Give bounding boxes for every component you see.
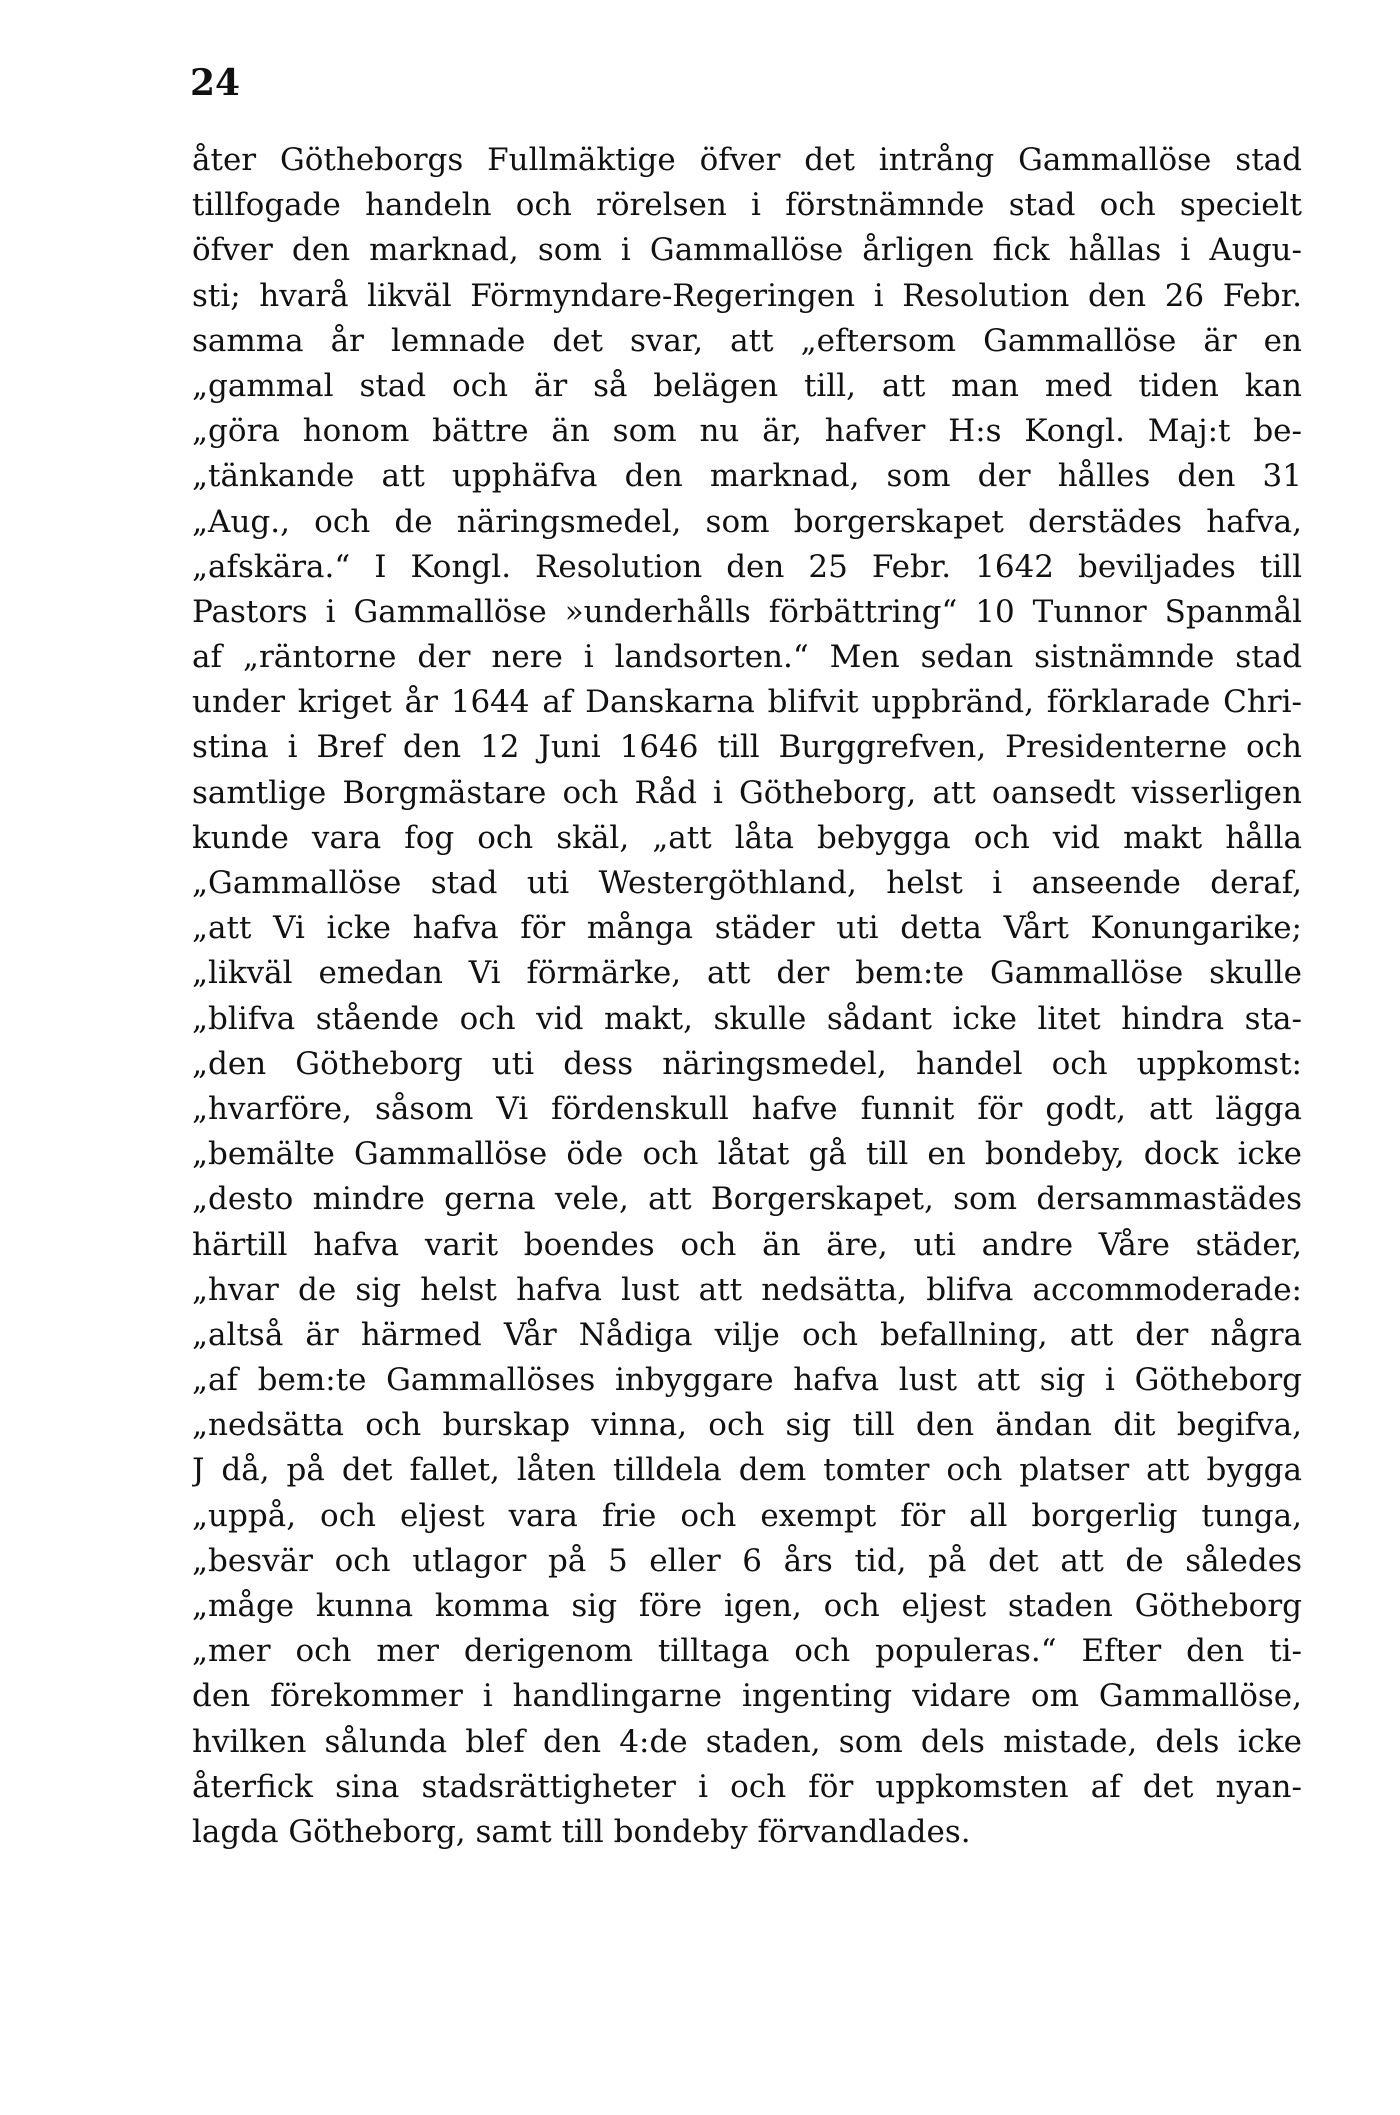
text-line: „likväl emedan Vi förmärke, att der bem:te Gammallöse skulle bbox=[192, 955, 1302, 992]
text-line: „måge kunna komma sig före igen, och eljest staden Götheborg bbox=[192, 1588, 1302, 1624]
text-line: „att Vi icke hafva för många städer uti detta Vårt Konungarike; bbox=[192, 910, 1302, 947]
text-line: „mer och mer derigenom tilltaga och populeras.“ Efter den ti- bbox=[192, 1633, 1302, 1670]
text-line: öfver den marknad, som i Gammallöse årligen fick hållas i Augu- bbox=[192, 232, 1302, 269]
text-line: „af bem:te Gammallöses inbyggare hafva lust att sig i Götheborg bbox=[192, 1362, 1302, 1399]
page-number: 24 bbox=[190, 62, 241, 104]
text-line: „tänkande att upphäfva den marknad, som der hålles den 31 bbox=[192, 458, 1302, 495]
text-line: samtlige Borgmästare och Råd i Götheborg, att oansedt visserligen bbox=[192, 774, 1302, 811]
text-line: „bemälte Gammallöse öde och låtat gå till en bondeby, dock icke bbox=[192, 1136, 1302, 1173]
text-line: J då, på det fallet, låten tilldela dem tomter och platser att bygga bbox=[192, 1452, 1302, 1489]
text-line: den förekommer i handlingarne ingenting vidare om Gammallöse, bbox=[192, 1678, 1302, 1715]
text-line: hvilken sålunda blef den 4:de staden, som dels mistade, dels icke bbox=[192, 1723, 1302, 1760]
text-line: tillfogade handeln och rörelsen i förstnämnde stad och specielt bbox=[192, 187, 1302, 224]
text-line: Pastors i Gammallöse »underhålls förbättring“ 10 Tunnor Spanmål bbox=[192, 593, 1302, 630]
text-line: samma år lemnade det svar, att „eftersom Gammallöse är en bbox=[192, 322, 1302, 359]
text-line: „den Götheborg uti dess näringsmedel, handel och uppkomst: bbox=[192, 1045, 1302, 1082]
text-line: under kriget år 1644 af Danskarna blifvit uppbränd, förklarade Chri- bbox=[192, 684, 1302, 721]
text-line: „afskära.“ I Kongl. Resolution den 25 Febr. 1642 beviljades till bbox=[192, 548, 1302, 585]
body-text bbox=[192, 138, 1302, 1855]
text-line: „altså är härmed Vår Nådiga vilje och befallning, att der några bbox=[192, 1316, 1302, 1353]
text-line: „nedsätta och burskap vinna, och sig till den ändan dit begifva, bbox=[192, 1407, 1302, 1444]
text-line: kunde vara fog och skäl, „att låta bebygga och vid makt hålla bbox=[192, 819, 1302, 856]
text-line: af „räntorne der nere i landsorten.“ Men sedan sistnämnde stad bbox=[192, 639, 1302, 676]
text-line: „blifva stående och vid makt, skulle sådant icke litet hindra sta- bbox=[192, 1000, 1302, 1037]
text-line: „besvär och utlagor på 5 eller 6 års tid, på det att de således bbox=[192, 1542, 1302, 1579]
text-line: stina i Bref den 12 Juni 1646 till Burggrefven, Presidenterne och bbox=[192, 729, 1302, 766]
text-line: „hvarföre, såsom Vi fördenskull hafve funnit för godt, att lägga bbox=[192, 1090, 1302, 1127]
text-line: „göra honom bättre än som nu är, hafver H:s Kongl. Maj:t be- bbox=[192, 413, 1302, 450]
text-line: „desto mindre gerna vele, att Borgerskapet, som dersammastädes bbox=[192, 1181, 1302, 1218]
text-line: „hvar de sig helst hafva lust att nedsätta, blifva accommoderade: bbox=[192, 1271, 1302, 1308]
text-line: återfick sina stadsrättigheter i och för uppkomsten af det nyan- bbox=[192, 1768, 1302, 1805]
text-line: lagda Götheborg, samt till bondeby förvandlades. bbox=[192, 1813, 971, 1850]
text-line: „gammal stad och är så belägen till, att man med tiden kan bbox=[192, 367, 1302, 404]
text-line: sti; hvarå likväl Förmyndare-Regeringen i Resolution den 26 Febr. bbox=[192, 277, 1302, 314]
text-line: „Aug., och de näringsmedel, som borgerskapet derstädes hafva, bbox=[192, 503, 1302, 540]
text-line: „uppå, och eljest vara frie och exempt för all borgerlig tunga, bbox=[192, 1497, 1302, 1534]
text-line: härtill hafva varit boendes och än äre, uti andre Våre städer, bbox=[192, 1226, 1302, 1263]
text-line: „Gammallöse stad uti Westergöthland, helst i anseende deraf, bbox=[192, 865, 1302, 901]
text-line: åter Götheborgs Fullmäktige öfver det intrång Gammallöse stad bbox=[192, 142, 1302, 178]
